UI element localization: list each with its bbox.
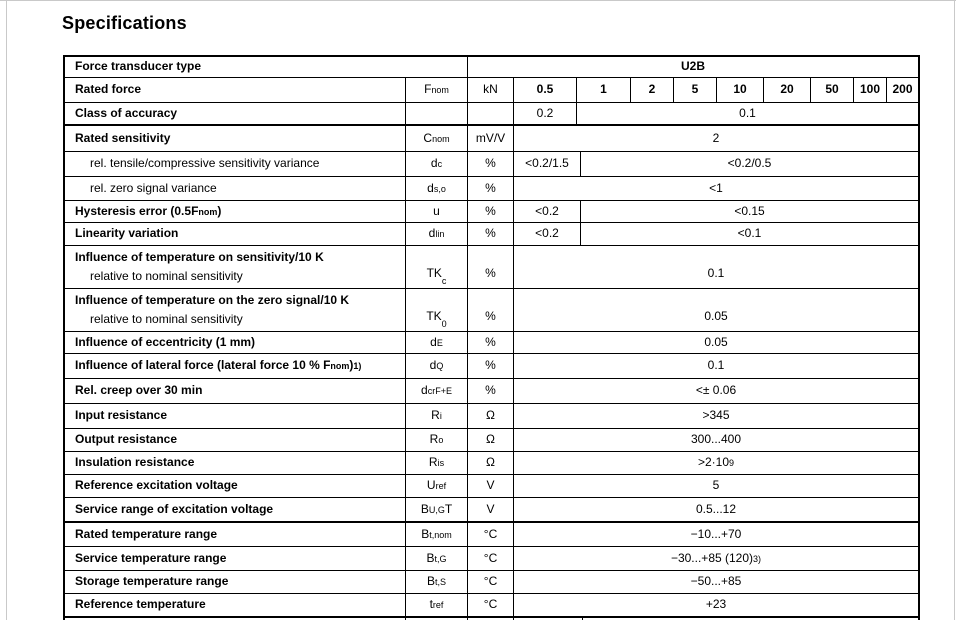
row-value: >345 <box>513 404 918 428</box>
rated-force-value: 20 <box>763 78 810 102</box>
row-value: <0.2 <box>513 201 580 222</box>
row-value: <0.2/0.5 <box>580 152 918 176</box>
row-value: <0.2/1.5 <box>513 152 580 176</box>
row-unit: % <box>467 332 513 353</box>
row-label <box>65 246 405 288</box>
page-border-left <box>6 0 7 620</box>
row-unit: Ω <box>467 404 513 428</box>
table-row <box>65 201 918 223</box>
row-symbol: d s,o <box>405 177 467 200</box>
row-label: Rated sensitivity <box>75 130 171 145</box>
row-symbol: d c <box>405 152 467 176</box>
row-value: <0.2 <box>513 223 580 245</box>
row-unit <box>467 103 513 124</box>
row-symbol: u <box>405 201 467 222</box>
row-unit: % <box>467 223 513 245</box>
row-symbol <box>405 103 467 124</box>
row-unit: °C <box>467 571 513 593</box>
table-row <box>65 152 918 177</box>
table-row <box>65 103 918 126</box>
row-symbol: F nom <box>405 78 467 102</box>
row-unit: mV/V <box>467 126 513 151</box>
row-value: <0.1 <box>580 223 918 245</box>
rated-force-value: 50 <box>810 78 853 102</box>
page-border-top <box>0 0 956 1</box>
page-title: Specifications <box>62 13 187 33</box>
row-symbol: R i <box>405 404 467 428</box>
row-unit: kN <box>467 78 513 102</box>
row-symbol: B t,G <box>405 547 467 570</box>
row-label: rel. tensile/compressive sensitivity variance <box>90 156 320 171</box>
table-row <box>65 177 918 201</box>
row-label: Reference temperature <box>75 597 206 612</box>
row-label: Rated force <box>75 82 142 97</box>
row-symbol: d Q <box>405 354 467 378</box>
row-unit: Ω <box>467 429 513 451</box>
row-symbol: TK c <box>405 246 467 288</box>
row-label: Influence of lateral force (lateral force 10 % F nom ) 1) <box>75 358 362 373</box>
row-unit: % <box>467 152 513 176</box>
row-value: <1 <box>513 177 918 200</box>
row-symbol: d lin <box>405 223 467 245</box>
row-unit: % <box>467 289 513 331</box>
row-value: 0.5...12 <box>513 498 918 521</box>
row-unit: °C <box>467 523 513 546</box>
rated-force-value: 5 <box>673 78 716 102</box>
table-row <box>65 57 918 78</box>
row-label: Service temperature range <box>75 550 227 565</box>
row-label: Rated temperature range <box>75 526 218 541</box>
table-row <box>65 429 918 452</box>
row-value: −50...+85 <box>513 571 918 593</box>
specifications-table <box>63 55 920 620</box>
table-row <box>65 332 918 354</box>
row-symbol: C nom <box>405 126 467 151</box>
rated-force-value: 100 <box>853 78 886 102</box>
row-label-line2: relative to nominal sensitivity <box>90 269 243 283</box>
rated-force-value: 0.5 <box>513 78 576 102</box>
row-unit: °C <box>467 547 513 570</box>
row-symbol: t ref <box>405 594 467 616</box>
row-label: Insulation resistance <box>75 455 195 470</box>
row-symbol: U ref <box>405 475 467 497</box>
row-label: Reference excitation voltage <box>75 478 238 493</box>
row-value: 0.1 <box>513 246 918 288</box>
row-label: rel. zero signal variance <box>90 180 217 195</box>
row-label-line1: Influence of temperature on sensitivity/10 K <box>75 250 324 264</box>
row-label: Class of accuracy <box>75 105 178 120</box>
row-label: Output resistance <box>75 432 178 447</box>
row-value: 300...400 <box>513 429 918 451</box>
row-unit: % <box>467 246 513 288</box>
row-label: Hysteresis error (0.5F nom ) <box>75 203 222 218</box>
row-symbol: B t,S <box>405 571 467 593</box>
row-symbol: R o <box>405 429 467 451</box>
rated-force-value: 10 <box>716 78 763 102</box>
row-unit: °C <box>467 594 513 616</box>
table-row <box>65 289 918 332</box>
row-unit: % <box>467 379 513 403</box>
table-row <box>65 223 918 246</box>
row-value: +23 <box>513 594 918 616</box>
table-row <box>65 452 918 475</box>
row-unit: % <box>467 177 513 200</box>
row-value: −30...+85 (120) 3) <box>513 547 918 570</box>
row-value: >2·10 9 <box>513 452 918 474</box>
accuracy-value: 0.1 <box>576 103 918 124</box>
row-symbol: TK 0 <box>405 289 467 331</box>
table-row <box>65 379 918 404</box>
accuracy-value: 0.2 <box>513 103 576 124</box>
row-label: Input resistance <box>75 408 168 423</box>
table-row <box>65 547 918 571</box>
table-row <box>65 126 918 152</box>
row-unit: % <box>467 354 513 378</box>
row-value: 5 <box>513 475 918 497</box>
row-value: −10...+70 <box>513 523 918 546</box>
table-row <box>65 78 918 103</box>
row-symbol: B U,G T <box>405 498 467 521</box>
row-label: Service range of excitation voltage <box>75 501 274 516</box>
row-value: 2 <box>513 126 918 151</box>
rated-force-value: 1 <box>576 78 630 102</box>
row-unit: Ω <box>467 452 513 474</box>
rated-force-value: 2 <box>630 78 673 102</box>
row-label-line2: relative to nominal sensitivity <box>90 312 243 326</box>
table-row <box>65 498 918 523</box>
row-label: Force transducer type <box>75 59 202 74</box>
row-value: <0.15 <box>580 201 918 222</box>
page-border-right <box>954 0 955 620</box>
row-label: Linearity variation <box>75 226 179 241</box>
row-unit: V <box>467 475 513 497</box>
table-row <box>65 523 918 547</box>
row-label-line1: Influence of temperature on the zero signal/10 K <box>75 293 350 307</box>
row-symbol: B t,nom <box>405 523 467 546</box>
table-row <box>65 571 918 594</box>
table-row <box>65 354 918 379</box>
table-row <box>65 246 918 289</box>
table-row <box>65 404 918 429</box>
row-value: 0.05 <box>513 289 918 331</box>
row-value: 0.1 <box>513 354 918 378</box>
row-unit: V <box>467 498 513 521</box>
row-symbol: R is <box>405 452 467 474</box>
row-label: Rel. creep over 30 min <box>75 383 203 398</box>
row-unit: % <box>467 201 513 222</box>
table-row <box>65 594 918 618</box>
row-label: Storage temperature range <box>75 574 229 589</box>
row-symbol: d crF+E <box>405 379 467 403</box>
row-label <box>65 289 405 331</box>
rated-force-value: 200 <box>886 78 918 102</box>
table-row <box>65 475 918 498</box>
transducer-type-value: U2B <box>467 57 918 77</box>
row-symbol: d E <box>405 332 467 353</box>
row-label: Influence of eccentricity (1 mm) <box>75 334 256 349</box>
row-value: <± 0.06 <box>513 379 918 403</box>
row-value: 0.05 <box>513 332 918 353</box>
